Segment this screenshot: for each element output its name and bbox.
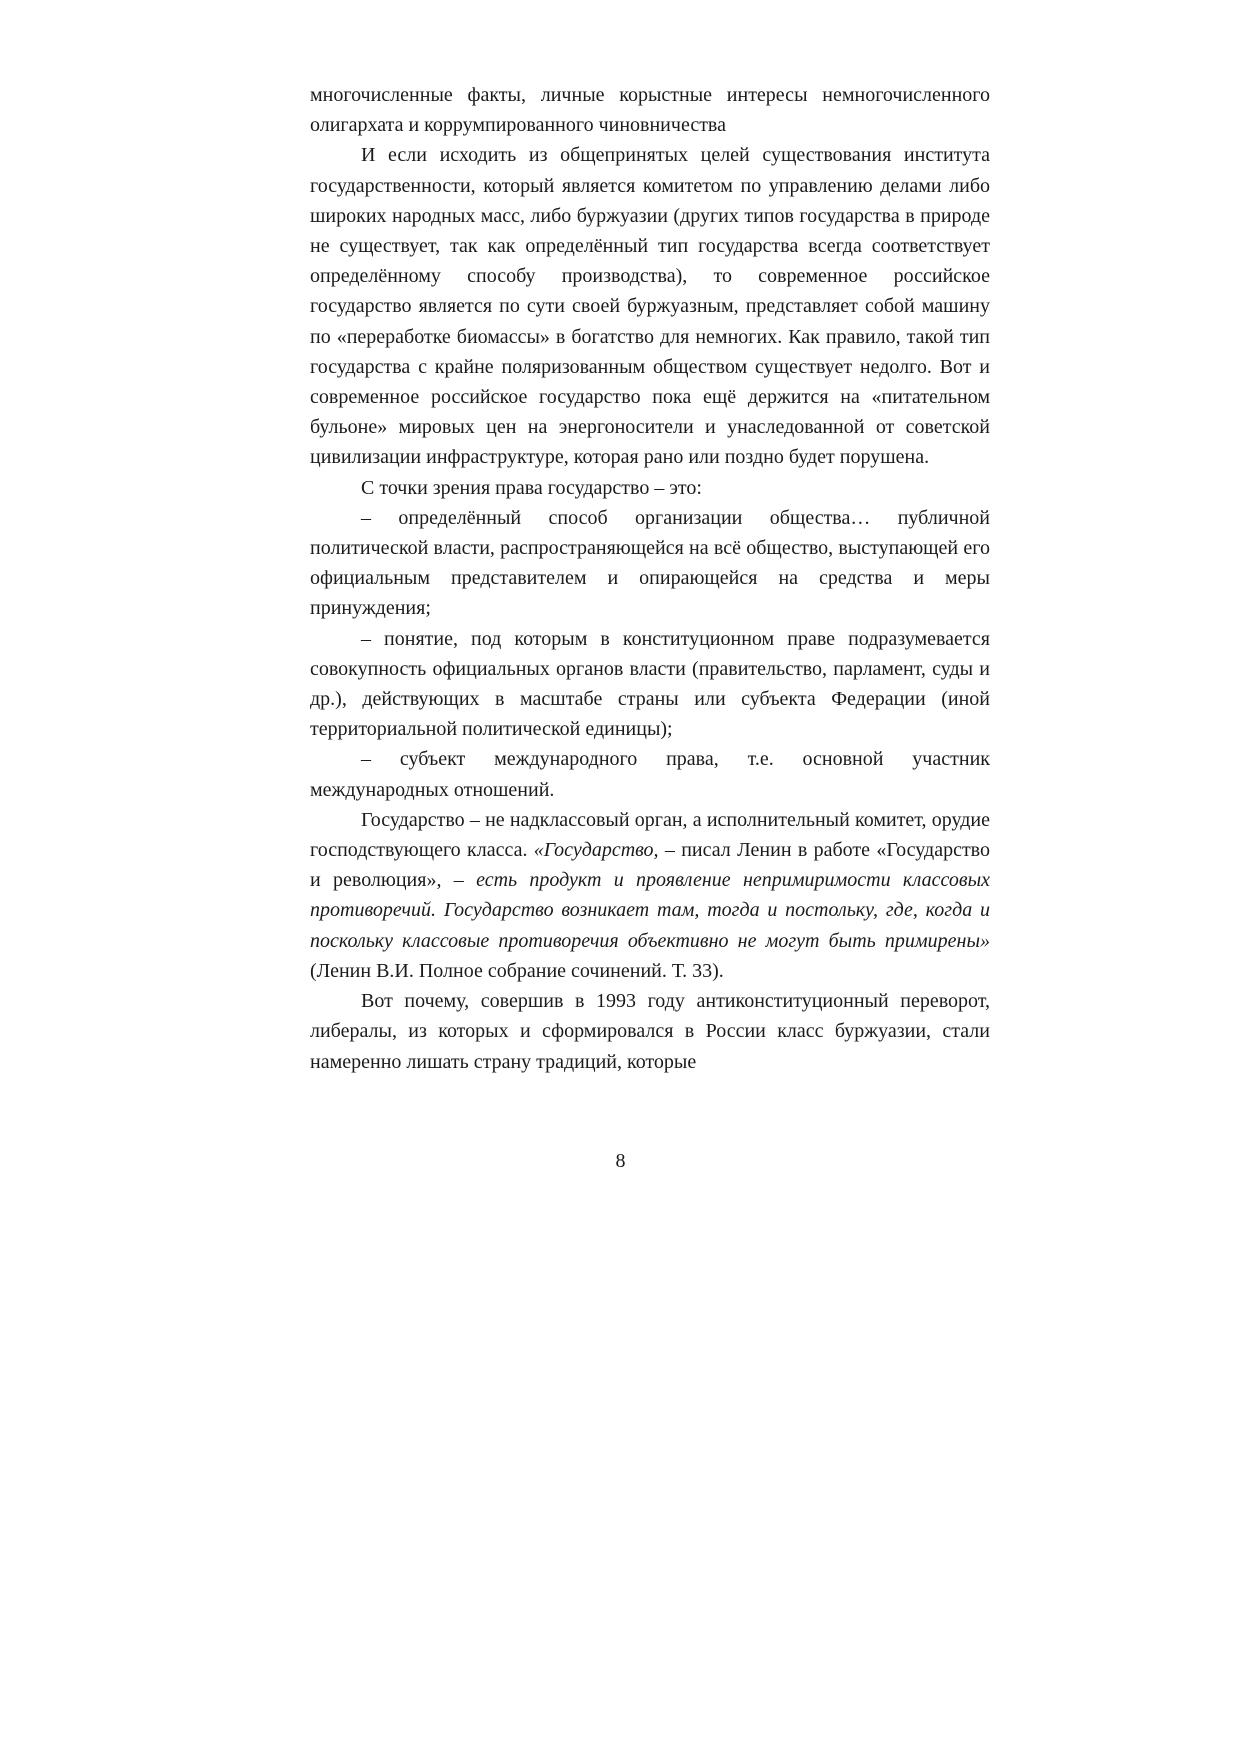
paragraph-3: С точки зрения права государство – это: [361,476,702,499]
page-body [310,80,990,1077]
lenin-quote-body: есть продукт и проявление непримиримости классовых противоречий. Государство возникает там, тогда и постольку, где, когда и поскольку классовые противоречия объективно не могут быть примирены» [310,869,990,952]
lenin-quote-start: «Государство, [533,839,659,862]
page-number: 8 [615,1150,626,1172]
paragraph-1: многочисленные факты, личные корыстные интересы немногочисленного олигархата и коррумпированного чиновничества [310,84,990,137]
list-item-2: – понятие, под которым в конституционном праве подразумевается совокупность официальных органов власти (правительство, парламент, суды и др.), действующих в масштабе страны или субъекта Федерации (иной территориальной политической единицы); [310,627,990,741]
list-item-3: – субъект международного права, т.е. основной участник международных отношений. [310,748,990,801]
list-item-1: – определённый способ организации общества… публичной политической власти, распространяющейся на всё общество, выступающей его официальным представителем и опирающейся на средства и меры принуждения; [310,506,990,620]
paragraph-2: И если исходить из общепринятых целей существования института государственности, который является комитетом по управлению делами либо широких народных масс, либо буржуазии (других типов государства в природе не существует, так как определённый тип государства всегда соответствует определённому способу производства), то современное российское государство является по сути своей буржуазным, представляет собой машину по «переработке биомассы» в богатство для немногих. Как правило, такой тип государства с крайне поляризованным обществом существует недолго. Вот и современное российское государство пока ещё держится на «питательном бульоне» мировых цен на энергоносители и унаследованной от советской цивилизации инфраструктуре, которая рано или поздно будет порушена. [310,144,990,469]
lenin-paragraph [310,805,990,986]
paragraph-last: Вот почему, совершив в 1993 году антиконституционный переворот, либералы, из которых и сформировался в России класс буржуазии, стали намеренно лишать страну традиций, которые [310,990,990,1073]
lenin-paragraph-part2: – писал Ленин в работе «Государство и революция», – [310,839,990,892]
lenin-paragraph-part1: Государство – не надклассовый орган, а исполнительный комитет, орудие господствующего класса. [310,808,990,862]
lenin-citation: (Ленин В.И. Полное собрание сочинений. Т. 33). [310,959,724,982]
